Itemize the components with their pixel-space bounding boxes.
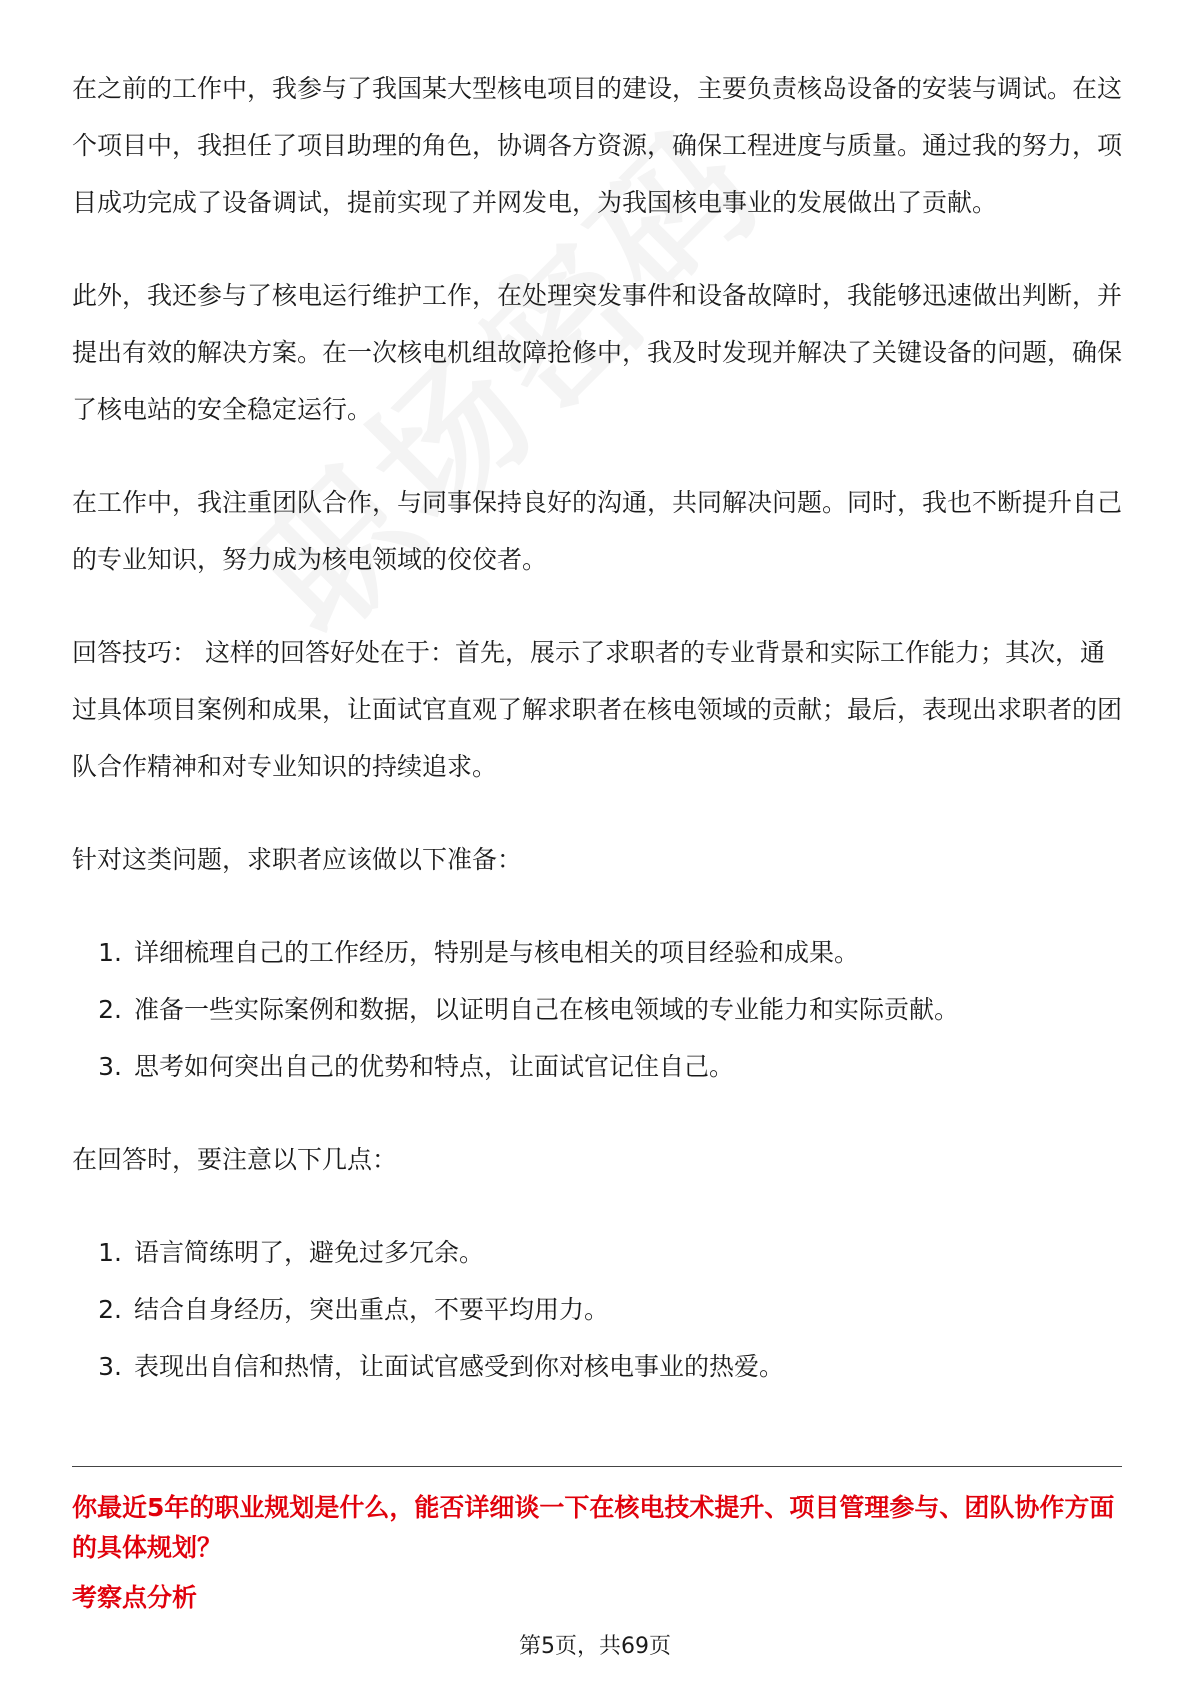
- list-number: 3.: [98, 1052, 122, 1081]
- list-number: 2.: [98, 995, 122, 1024]
- body-content: [72, 60, 1122, 1431]
- paragraph-maintenance: 此外，我还参与了核电运行维护工作，在处理突发事件和设备故障时，我能够迅速做出判断，并提出有效的解决方案。在一次核电机组故障抢修中，我及时发现并解决了关键设备的问题，确保了核电站的安全稳定运行。: [72, 281, 1123, 424]
- prep-list: [72, 924, 1122, 1095]
- paragraph-prep-intro: 针对这类问题，求职者应该做以下准备：: [72, 845, 523, 874]
- paragraph-notes-intro: 在回答时，要注意以下几点：: [72, 1145, 398, 1174]
- page-footer: 第5页，共69页: [519, 1634, 671, 1659]
- list-item: [72, 981, 1122, 1038]
- paragraph-teamwork: 在工作中，我注重团队合作，与同事保持良好的沟通，共同解决问题。同时，我也不断提升自己的专业知识，努力成为核电领域的佼佼者。: [72, 488, 1123, 574]
- list-text: 表现出自信和热情，让面试官感受到你对核电事业的热爱。: [134, 1352, 785, 1381]
- list-item: [72, 1224, 1122, 1281]
- list-text: 语言简练明了，避免过多冗余。: [134, 1238, 485, 1267]
- section-divider: [72, 1466, 1122, 1467]
- paragraph-experience: 在之前的工作中，我参与了我国某大型核电项目的建设，主要负责核岛设备的安装与调试。在这个项目中，我担任了项目助理的角色，协调各方资源，确保工程进度与质量。通过我的努力，项目成功完成了设备调试，提前实现了并网发电，为我国核电事业的发展做出了贡献。: [72, 74, 1123, 217]
- section-title: 考察点分析: [72, 1583, 198, 1612]
- list-item: [72, 1038, 1122, 1095]
- list-number: 3.: [98, 1352, 122, 1381]
- interview-question: 你最近5年的职业规划是什么，能否详细谈一下在核电技术提升、项目管理参与、团队协作方面的具体规划？: [72, 1493, 1115, 1562]
- list-number: 1.: [98, 1238, 122, 1267]
- list-number: 1.: [98, 938, 122, 967]
- list-item: [72, 1338, 1122, 1395]
- list-item: [72, 924, 1122, 981]
- list-text: 准备一些实际案例和数据，以证明自己在核电领域的专业能力和实际贡献。: [134, 995, 960, 1024]
- list-number: 2.: [98, 1295, 122, 1324]
- list-text: 思考如何突出自己的优势和特点，让面试官记住自己。: [134, 1052, 735, 1081]
- paragraph-answer-tips: 回答技巧： 这样的回答好处在于：首先，展示了求职者的专业背景和实际工作能力；其次，通过具体项目案例和成果，让面试官直观了解求职者在核电领域的贡献；最后，表现出求职者的团队合作精神和对专业知识的持续追求。: [72, 638, 1123, 781]
- list-item: [72, 1281, 1122, 1338]
- list-text: 结合自身经历，突出重点，不要平均用力。: [134, 1295, 610, 1324]
- notes-list: [72, 1224, 1122, 1395]
- list-text: 详细梳理自己的工作经历，特别是与核电相关的项目经验和成果。: [134, 938, 860, 967]
